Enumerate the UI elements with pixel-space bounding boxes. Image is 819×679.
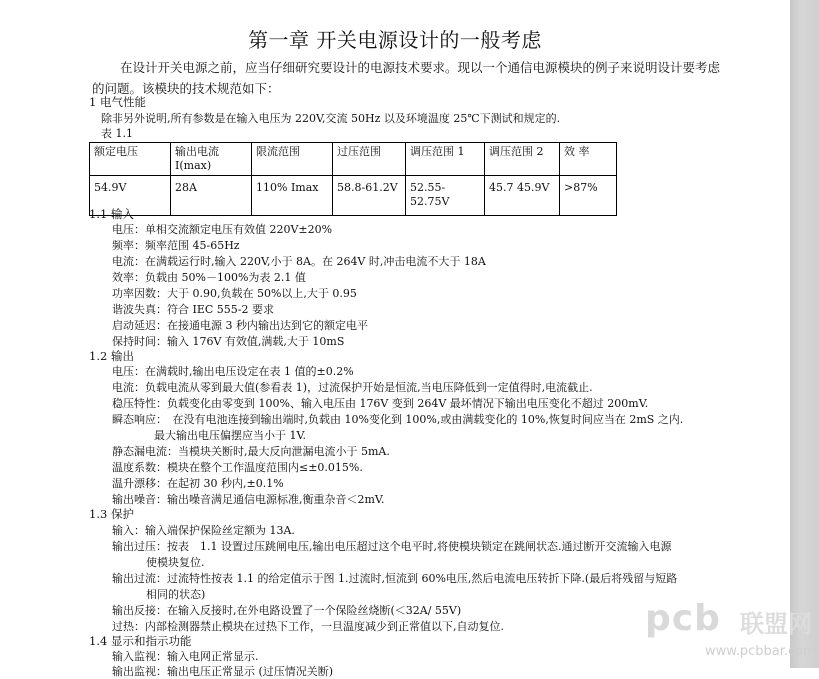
spec-line: 最大输出电压偏摆应当小于 1V. [154,429,307,442]
spec-line: 稳压特性：负载变化由零变到 100%、输入电压由 176V 变到 264V 最坏情况下输出电压变化不超过 200mV. [112,397,649,410]
spec-line: 电流：负载电流从零到最大值(参看表 1)，过流保护开始是恒流,当电压降低到一定值得时,电流截止. [112,381,593,394]
spec-line: 电流：在满载运行时,输入 220V,小于 8A。在 264V 时,冲击电流不大于 18A [112,255,486,268]
table-cell: 54.9V [90,176,171,216]
spec-line: 使模块复位. [146,556,205,569]
spec-line: 静态漏电流：当模块关断时,最大反向泄漏电流小于 5mA. [112,445,390,458]
table-cell: 110% Imax [252,176,333,216]
table-header-cell: 效 率 [560,143,617,176]
vertical-scrollbar[interactable] [790,0,819,668]
spec-line: 输入：输入端保护保险丝定额为 13A. [112,524,295,537]
spec-line: 瞬态响应： 在没有电池连接到输出端时,负载由 10%变化到 100%,或由满载变化的 10%,恢复时间应当在 2mS 之内. [112,413,684,426]
spec-line: 温度系数：模块在整个工作温度范围内≤±0.015%. [112,461,363,474]
spec-line: 效率：负载由 50%－100%为表 2.1 值 [112,271,306,284]
table-header-cell: 额定电压 [90,143,171,176]
spec-line: 谐波失真：符合 IEC 555-2 要求 [112,303,274,316]
spec-line: 输出过压：按表 1.1 设置过压跳闸电压,输出电压超过这个电平时,将使模块锁定在跳闸状态.通过断开交流输入电源 [112,540,672,553]
section-heading: 1.3 保护 [89,507,134,521]
table-cell: 58.8-61.2V [333,176,406,216]
section-heading: 1.4 显示和指示功能 [89,634,192,648]
spec-table [89,142,617,216]
section-heading: 1.2 输出 [89,349,134,363]
spec-line: 输出监视：输出电压正常显示 (过压情况关断) [112,665,334,678]
spec-line: 输入监视：输入电网正常显示. [112,650,259,663]
spec-line: 保持时间：输入 176V 有效值,满载,大于 10mS [112,335,345,348]
table-caption: 表 1.1 [101,127,133,140]
spec-line: 电压：单相交流额定电压有效值 220V±20% [112,223,333,236]
table-cell: 28A [171,176,252,216]
watermark-url: www.pcbbar.com [705,644,816,659]
watermark-logo: pcb [645,598,721,639]
table-cell: 52.55-52.75V [406,176,485,216]
table-row [90,176,617,216]
table-cell: >87% [560,176,617,216]
table-header-cell: 过压范围 [333,143,406,176]
spec-line: 输出过流：过流特性按表 1.1 的给定值示于图 1.过流时,恒流到 60%电压,然后电流电压转折下降.(最后将残留与短路 [112,572,678,585]
spec-line: 电压：在满载时,输出电压设定在表 1 值的±0.2% [112,365,354,378]
table-header-cell: 调压范围 2 [485,143,560,176]
table-header-cell: 调压范围 1 [406,143,485,176]
section-heading: 1 电气性能 [89,95,146,109]
spec-line: 温升漂移：在起初 30 秒内,±0.1% [112,477,284,490]
table-header-cell: 限流范围 [252,143,333,176]
spec-line: 输出噪音：输出噪音满足通信电源标准,衡重杂音＜2mV. [112,493,385,506]
page-title: 第一章 开关电源设计的一般考虑 [248,28,542,52]
spec-line: 相同的状态) [146,588,206,601]
spec-line: 功率因数：大于 0.90,负载在 50%以上,大于 0.95 [112,287,357,300]
table-header-row [90,143,617,176]
watermark-brand: 联盟网 [740,610,812,638]
section-heading: 1.1 输入 [89,207,134,221]
spec-line: 输出反接：在输入反接时,在外电路设置了一个保险丝烧断(＜32A/ 55V) [112,604,462,617]
spec-line: 过热：内部检测器禁止模块在过热下工作，一旦温度减少到正常值以下,自动复位. [112,620,504,633]
watermark [645,596,815,666]
spec-line: 启动延迟：在接通电源 3 秒内输出达到它的额定电平 [112,319,368,332]
spec-line: 频率：频率范围 45-65Hz [112,239,240,252]
intro-paragraph: 在设计开关电源之前，应当仔细研究要设计的电源技术要求。现以一个通信电源模块的例子来说明设计要考虑的问题。该模块的技术规范如下： [92,60,721,96]
table-cell: 45.7 45.9V [485,176,560,216]
table-header-cell: 输出电流 I(max) [171,143,252,176]
section-note: 除非另外说明,所有参数是在输入电压为 220V,交流 50Hz 以及环境温度 25℃下测试和规定的. [101,112,561,125]
